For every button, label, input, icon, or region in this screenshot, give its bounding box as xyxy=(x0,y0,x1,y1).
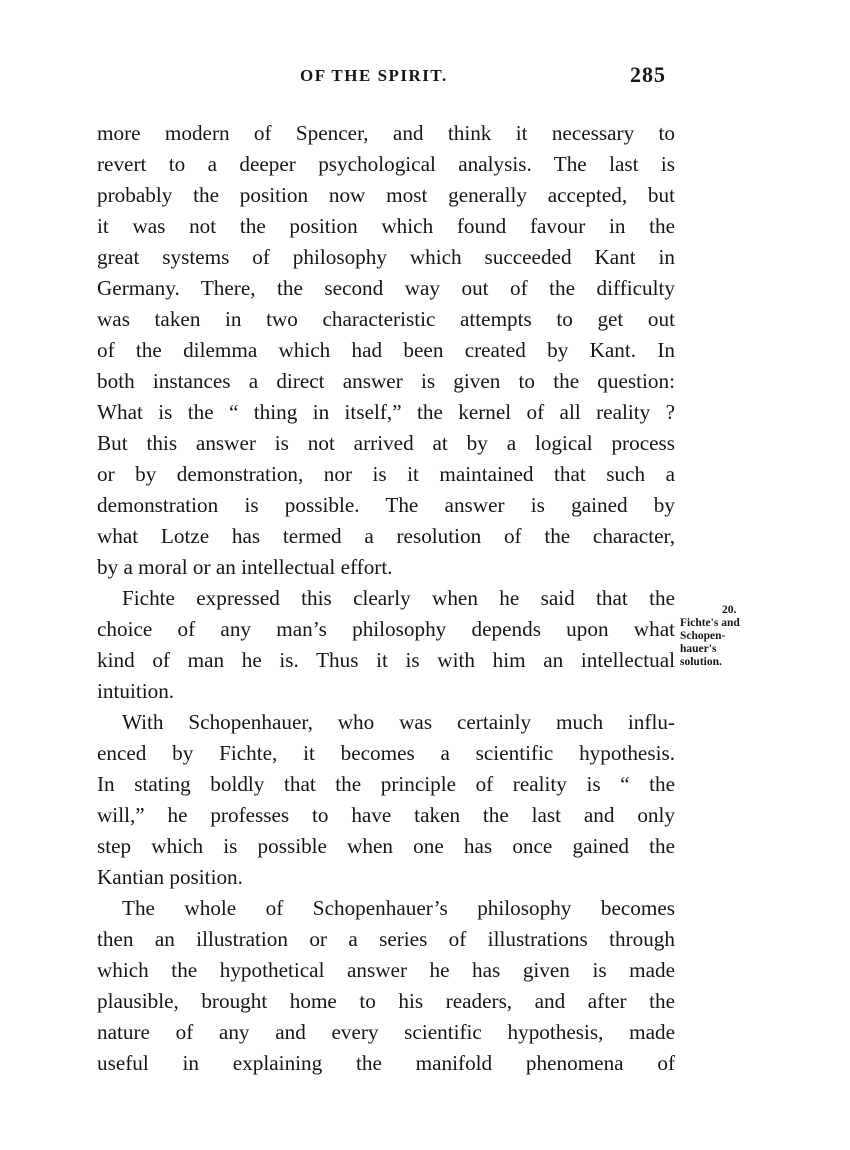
text-line: more modern of Spencer, and think it necessary to xyxy=(97,121,675,145)
text-line: revert to a deeper psychological analysis. The last is xyxy=(97,152,675,176)
text-line: intuition. xyxy=(97,679,175,703)
margin-note xyxy=(680,604,770,669)
text-line: will,” he professes to have taken the last and only xyxy=(97,803,675,827)
text-line: In stating boldly that the principle of reality is “ the xyxy=(97,772,675,796)
text-line: nature of any and every scientific hypothesis, made xyxy=(97,1020,675,1044)
margin-note-line: solution. xyxy=(680,656,722,668)
margin-note-line: hauer's xyxy=(680,643,717,655)
text-line: great systems of philosophy which succeeded Kant in xyxy=(97,245,675,269)
text-line: But this answer is not arrived at by a logical process xyxy=(97,431,675,455)
text-line: useful in explaining the manifold phenomena of xyxy=(97,1051,675,1075)
text-line: enced by Fichte, it becomes a scientific hypothesis. xyxy=(97,741,675,765)
text-line: of the dilemma which had been created by Kant. In xyxy=(97,338,675,362)
page-number: 285 xyxy=(630,62,666,87)
text-line: probably the position now most generally accepted, but xyxy=(97,183,675,207)
text-line: by a moral or an intellectual effort. xyxy=(97,555,393,579)
text-line: both instances a direct answer is given to the question: xyxy=(97,369,675,393)
text-line: which the hypothetical answer he has given is made xyxy=(97,958,675,982)
text-line: The whole of Schopenhauer’s philosophy becomes xyxy=(122,896,675,920)
text-line: was taken in two characteristic attempts to get out xyxy=(97,307,675,331)
text-line: Kantian position. xyxy=(97,865,243,889)
text-line: kind of man he is. Thus it is with him an intellectual xyxy=(97,648,675,672)
text-line: what Lotze has termed a resolution of the character, xyxy=(97,524,675,548)
text-line: Germany. There, the second way out of the difficulty xyxy=(97,276,675,300)
margin-note-number: 20. xyxy=(722,604,737,616)
text-line: choice of any man’s philosophy depends upon what xyxy=(97,617,675,641)
running-head xyxy=(0,62,850,96)
text-line: What is the “ thing in itself,” the kernel of all reality ? xyxy=(97,400,675,424)
running-title: OF THE SPIRIT. xyxy=(300,66,448,85)
text-line: then an illustration or a series of illustrations through xyxy=(97,927,675,951)
text-line: or by demonstration, nor is it maintained that such a xyxy=(97,462,675,486)
text-line: Fichte expressed this clearly when he said that the xyxy=(122,586,675,610)
margin-note-line: Fichte's and xyxy=(680,617,740,629)
text-line: it was not the position which found favour in the xyxy=(97,214,675,238)
text-line: step which is possible when one has once gained the xyxy=(97,834,675,858)
text-line: With Schopenhauer, who was certainly much influ- xyxy=(122,710,675,734)
text-line: demonstration is possible. The answer is gained by xyxy=(97,493,675,517)
margin-note-line: Schopen- xyxy=(680,630,726,642)
body-text xyxy=(97,118,675,1079)
text-line: plausible, brought home to his readers, and after the xyxy=(97,989,675,1013)
